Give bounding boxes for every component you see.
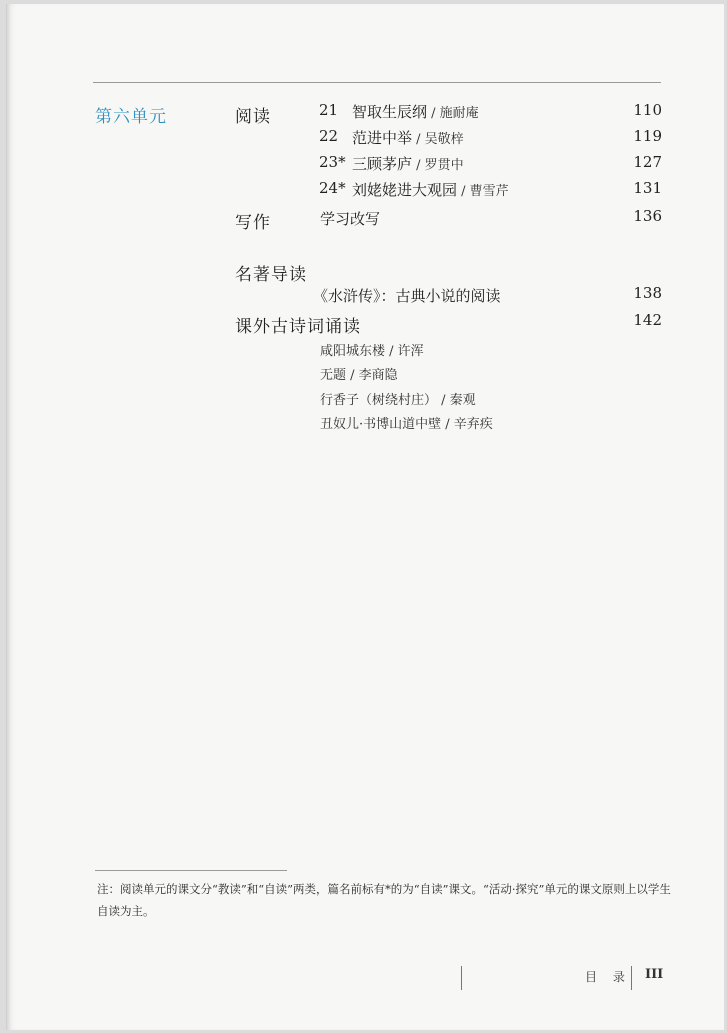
lesson-title: 三顾茅庐 — [352, 155, 413, 173]
page-number: 119 — [633, 127, 662, 145]
lesson-number: 24* — [319, 179, 346, 197]
page-number: 131 — [633, 179, 662, 197]
footer-divider — [461, 966, 462, 990]
poems-category: 课外古诗词诵读 — [235, 317, 361, 337]
lesson-title: 范进中举 — [352, 129, 413, 147]
reading-category: 阅读 — [235, 107, 271, 127]
poem-author: 秦观 — [449, 393, 476, 408]
separator: / — [412, 158, 425, 173]
writing-title: 学习改写 — [320, 210, 381, 228]
poem-item[interactable] — [320, 389, 476, 408]
lesson-number: 21 — [319, 101, 339, 119]
poem-item[interactable] — [320, 340, 424, 359]
separator: / — [437, 393, 450, 408]
poem-item[interactable] — [320, 413, 493, 432]
page-number: 127 — [633, 153, 662, 171]
poem-title: 丑奴儿·书博山道中壁 — [320, 417, 442, 432]
separator: / — [346, 368, 359, 383]
poem-item[interactable] — [320, 364, 398, 383]
footer-label: 目 录 — [585, 970, 631, 984]
lesson-title: 刘姥姥进大观园 — [352, 181, 458, 199]
separator: / — [412, 132, 425, 147]
poem-author: 李商隐 — [358, 368, 398, 383]
lesson-title: 智取生辰纲 — [352, 103, 428, 121]
footnote: 注：阅读单元的课文分“教读”和“自读”两类，篇名前标有*的为“自读”课文。“活动·探究”单元的课文原则上以学生自读为主。 — [97, 882, 671, 918]
lesson-author: 罗贯中 — [424, 158, 464, 173]
separator: / — [441, 417, 454, 432]
unit-title: 第六单元 — [95, 107, 167, 127]
page-number: 142 — [633, 311, 662, 329]
poem-title: 行香子（树绕村庄） — [320, 393, 438, 408]
lesson-author: 吴敬梓 — [424, 132, 464, 147]
page-number: 110 — [633, 101, 662, 119]
footer-divider — [631, 966, 632, 990]
lesson-author: 曹雪芹 — [469, 184, 509, 199]
separator: / — [457, 184, 470, 199]
top-rule — [93, 82, 661, 83]
page-number: 136 — [633, 207, 662, 225]
classics-category: 名著导读 — [235, 265, 307, 285]
lesson-number: 22 — [319, 127, 339, 145]
toc-page — [6, 4, 724, 1030]
page-number: 138 — [633, 284, 662, 302]
footnote-rule — [95, 870, 287, 871]
poem-author: 许浑 — [397, 344, 424, 359]
footer-page-number: III — [645, 967, 664, 982]
lesson-number: 23* — [319, 153, 346, 171]
writing-category: 写作 — [235, 213, 271, 233]
lesson-author: 施耐庵 — [439, 106, 479, 121]
poem-title: 咸阳城东楼 — [320, 344, 386, 359]
poem-title: 无题 — [320, 368, 347, 383]
poem-author: 辛弃疾 — [453, 417, 493, 432]
separator: / — [385, 344, 398, 359]
classics-title: 《水浒传》：古典小说的阅读 — [313, 287, 501, 305]
separator: / — [427, 106, 440, 121]
